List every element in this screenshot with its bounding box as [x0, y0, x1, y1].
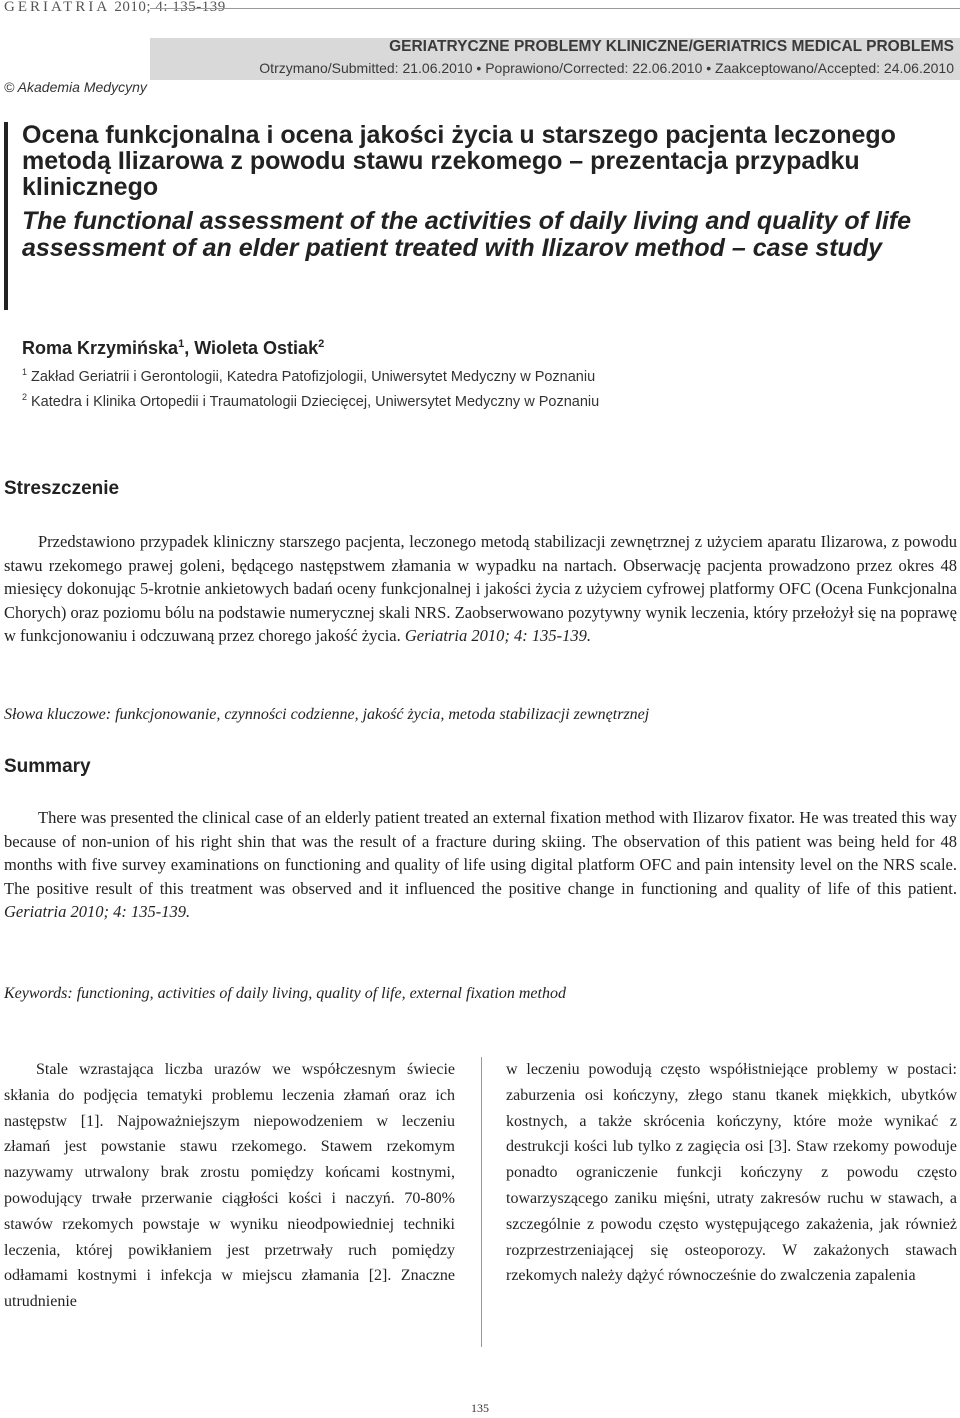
column-divider [481, 1057, 482, 1347]
keywords-polish: Słowa kluczowe: funkcjonowanie, czynności codzienne, jakość życia, metoda stabilizacji zewnętrznej [4, 706, 650, 723]
copyright-notice: © Akademia Medycyny [4, 79, 147, 95]
author-affiliation-mark: 2 [318, 338, 325, 350]
authors [22, 338, 324, 359]
section-label: GERIATRYCZNE PROBLEMY KLINICZNE/GERIATRICS MEDICAL PROBLEMS [389, 38, 954, 55]
submission-dates: Otrzymano/Submitted: 21.06.2010 • Poprawiono/Corrected: 22.06.2010 • Zaakceptowano/Accepted: 24.06.2010 [259, 60, 954, 76]
summary-heading: Summary [4, 756, 91, 777]
title-polish: Ocena funkcjonalna i ocena jakości życia u starszego pacjenta leczonego metodą Ilizarowa z powodu stawu rzekomego – prezentacja przypadku klinicznego [22, 121, 896, 201]
streszczenie-abstract [4, 530, 957, 648]
header-rule [150, 8, 960, 9]
keywords-english: Keywords: functioning, activities of daily living, quality of life, external fixation method [4, 985, 566, 1002]
affiliation-number: 1 [22, 367, 28, 377]
author-affiliation-mark: 1 [178, 338, 185, 350]
author-separator: , [184, 338, 195, 358]
affiliation-number: 2 [22, 392, 28, 402]
affiliation-text: Katedra i Klinika Ortopedii i Traumatologii Dziecięcej, Uniwersytet Medyczny w Poznaniu [31, 393, 600, 410]
abstract-citation: Geriatria 2010; 4: 135-139. [404, 626, 591, 646]
title-rule [4, 122, 8, 310]
abstract-citation: Geriatria 2010; 4: 135-139. [4, 902, 191, 922]
title-english: The functional assessment of the activities of daily living and quality of life assessment of an elder patient treated with Ilizarov method – case study [22, 207, 912, 262]
affiliation [22, 367, 595, 385]
journal-citation: 2010; 4: 135-139 [114, 0, 226, 15]
affiliation-text: Zakład Geriatrii i Gerontologii, Katedra Patofizjologii, Uniwersytet Medyczny w Poznaniu [31, 368, 596, 385]
body-column-right [506, 1057, 957, 1289]
affiliation [22, 392, 599, 410]
streszczenie-heading: Streszczenie [4, 478, 120, 499]
abstract-text: Przedstawiono przypadek kliniczny starszego pacjenta, leczonego metodą stabilizacji zewnętrznej z użyciem aparatu Ilizarowa, z powodu stawu rzekomego prawej goleni, będącego następstwem złamania w wypadku na nartach. Obserwację pacjenta prowadzono przez okres 48 miesięcy dokonując 5-krotnie ankietowych badań oceny funkcjonalnej i jakości życia z użyciem cyfrowej platformy OFC (Ocena Funkcjonalna Chorych) oraz poziomu bólu na podstawie numerycznej skali NRS. Zaobserwowano pozytywny wynik leczenia, który przełożył się na poprawę w funkcjonowaniu i odczuwaną przez chorego jakość życia. [4, 532, 957, 646]
body-column-left [4, 1057, 455, 1315]
body-paragraph: Stale wzrastająca liczba urazów we współczesnym świecie skłania do podjęcia tematyki problemu leczenia złamań oraz ich następstw [1]. Najpoważniejszym niepowodzeniem w leczeniu złamań jest powstanie stawu rzekomego. Stawem rzekomym nazywamy utrwalony brak zrostu pomiędzy końcami kostnymi, powodujący trwałe przerwanie ciągłości kości i naczyń. 70-80% stawów rzekomych powstaje w wyniku nieodpowiedniej techniki leczenia, której powikłaniem jest przetrwały ruch pomiędzy odłamami kostnymi i infekcja w miejscu złamania [2]. Znaczne utrudnienie [4, 1061, 455, 1311]
summary-abstract [4, 806, 957, 924]
journal-name: GERIATRIA [4, 0, 111, 15]
author-name: Roma Krzymińska [22, 338, 179, 358]
body-paragraph: w leczeniu powodują często współistniejące problemy w postaci: zaburzenia osi kończyny, złego stanu tkanek miękkich, ubytków kostnych, a także skrócenia kończyny, które może wynikać z destrukcji kości lub tylko z zagięcia osi [3]. Staw rzekomy powoduje ponadto ograniczenie funkcji kończyny z powodu często towarzyszącego zaniku mięśni, utraty zakresów ruchu w stawach, a szczególnie z powodu często występującego zakażenia, jak również rozprzestrzeniającej się osteoporozy. W zakażonych stawach rzekomych należy dążyć równocześnie do zwalczenia zapalenia [506, 1061, 957, 1285]
abstract-text: There was presented the clinical case of an elderly patient treated an external fixation method with Ilizarov fixator. He was treated this way because of non-union of his right shin that was the result of a fracture during skiing. The observation of this patient was being held for 48 months with five survey examinations on functioning and quality of life using digital platform OFC and pain intensity level on the NRS scale. The positive result of this treatment was observed and it influenced the positive change in functioning and quality of life of this patient. [4, 808, 957, 898]
page-number: 135 [471, 1401, 489, 1415]
author-name: Wioleta Ostiak [194, 338, 319, 358]
